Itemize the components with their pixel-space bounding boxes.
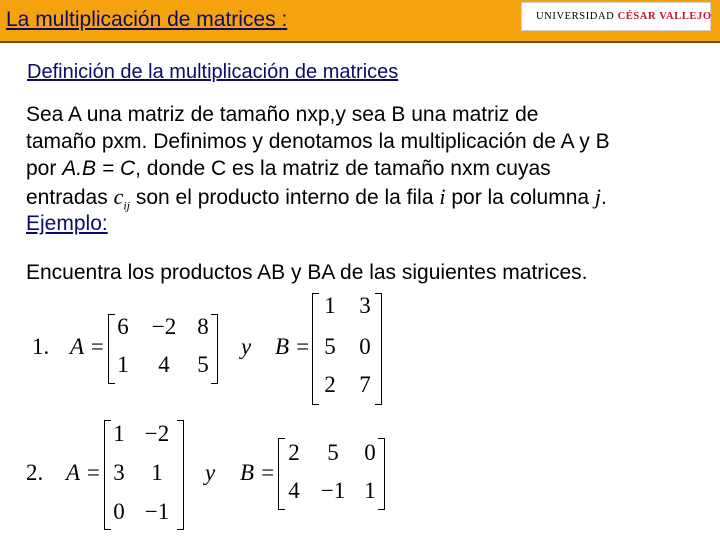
example-label: Ejemplo: <box>26 211 108 235</box>
matrix-cell: −1 <box>320 478 346 503</box>
problem-number: 1. <box>32 334 50 359</box>
matrix-cell: 1 <box>324 293 336 318</box>
university-logo <box>521 2 711 31</box>
definition-line-3: por A.B = C, donde C es la matriz de tamaño nxm cuyas <box>26 157 551 181</box>
matrix-cell: −1 <box>144 499 170 524</box>
conjunction: y <box>205 460 216 485</box>
matrix-cell: 0 <box>359 334 371 359</box>
definition-line-4: entradas $c_{ij}$ son el producto interno de la fila i por la columna j. <box>26 183 607 212</box>
matrix-a-label: A = <box>70 334 105 359</box>
matrix-b-label: B = <box>240 460 276 485</box>
matrix-cell: 0 <box>364 440 376 465</box>
right-bracket <box>177 420 184 530</box>
entry-symbol: $c_{ij}$ <box>113 183 130 212</box>
matrix-cell: 5 <box>327 440 339 465</box>
matrix-a-label: A = <box>66 460 101 485</box>
matrix-cell: 6 <box>117 314 129 339</box>
matrix-cell: 0 <box>113 499 125 524</box>
task-statement: Encuentra los productos AB y BA de las siguientes matrices. <box>26 261 588 284</box>
matrix-cell: 1 <box>364 478 376 503</box>
matrix-cell: 1 <box>117 352 129 377</box>
matrix-b-label: B = <box>275 334 311 359</box>
definition-line-2: tamaño pxm. Definimos y denotamos la multiplicación de A y B <box>26 130 610 154</box>
product-formula: A.B = C <box>62 157 136 181</box>
matrix-cell: 7 <box>359 372 371 397</box>
matrix-cell: −2 <box>144 421 170 446</box>
title-bar <box>0 0 720 43</box>
matrix-cell: 1 <box>151 460 163 485</box>
matrix-cell: 2 <box>324 372 336 397</box>
slide-title: La multiplicación de matrices : <box>6 8 288 31</box>
matrix-cell: −2 <box>151 314 177 339</box>
matrix-cell: 3 <box>113 460 125 485</box>
matrix-cell: 4 <box>288 478 300 503</box>
section-title: Definición de la multiplicación de matrices <box>27 61 399 83</box>
matrix-cell: 4 <box>158 352 170 377</box>
matrix-cell: 1 <box>113 421 125 446</box>
matrix-cell: 3 <box>359 293 371 318</box>
matrix-cell: 5 <box>324 334 336 359</box>
matrix-cell: 5 <box>197 352 209 377</box>
matrix-cell: 2 <box>288 440 300 465</box>
logo-text: UNIVERSIDAD CÉSAR VALLEJO <box>536 11 712 22</box>
definition-paragraph <box>26 101 706 237</box>
problem-number: 2. <box>26 460 44 485</box>
matrix-cell: 8 <box>197 314 209 339</box>
definition-line-1: Sea A una matriz de tamaño nxp,y sea B una matriz de <box>26 103 539 126</box>
conjunction: y <box>241 334 252 359</box>
